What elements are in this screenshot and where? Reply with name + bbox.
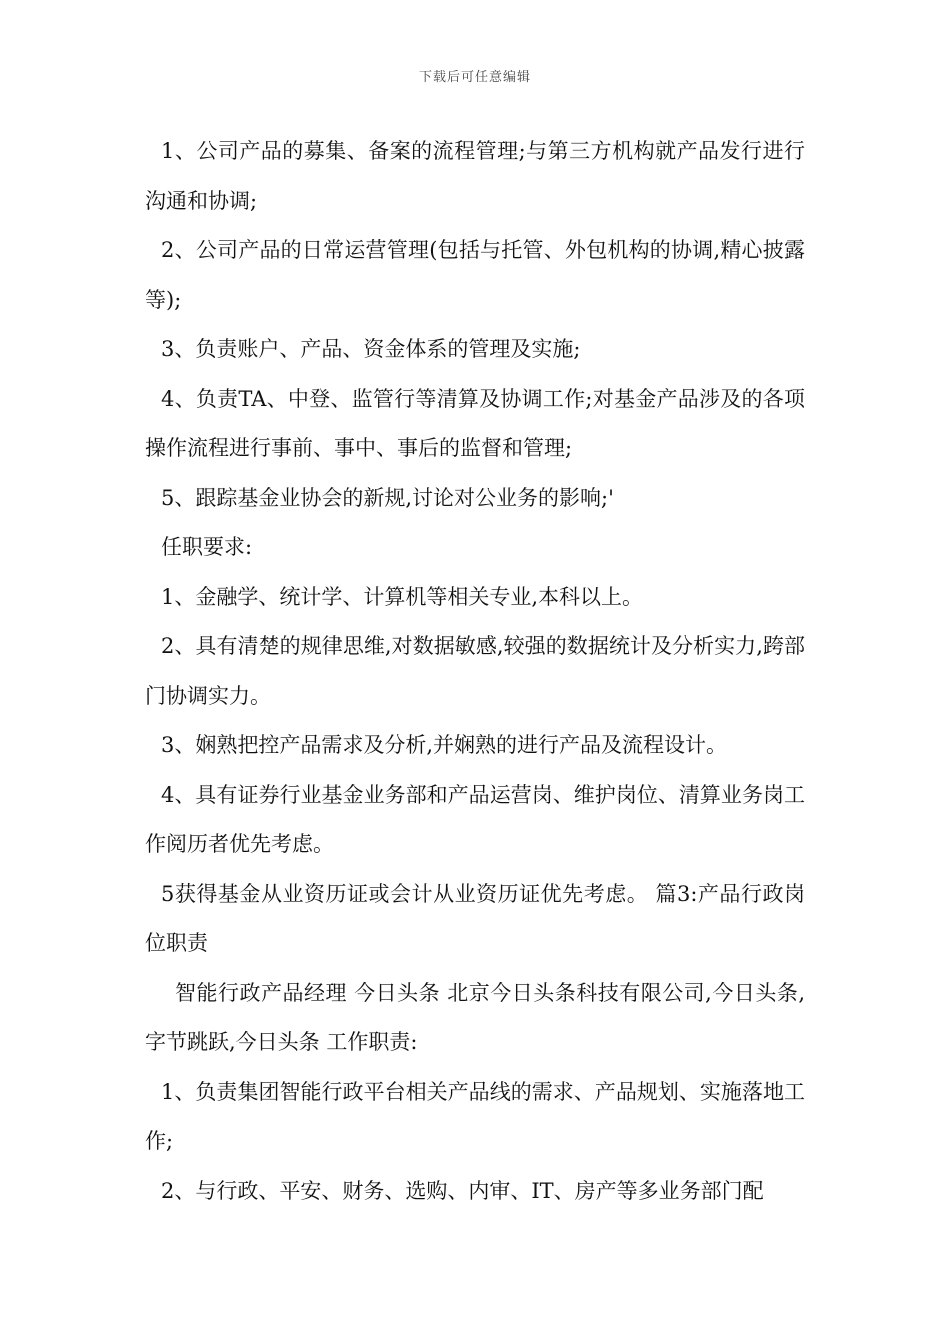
paragraph-duty-4: 4、负责TA、中登、监管行等清算及协调工作;对基金产品涉及的各项操作流程进行事前、事中、事后的监督和管理; — [145, 386, 805, 460]
page-header: 下载后可任意编辑 — [418, 70, 531, 85]
paragraph-job-intro: 智能行政产品经理 今日头条 北京今日头条科技有限公司,今日头条,字节跳跃,今日头条 工作职责: — [145, 980, 805, 1054]
document-body — [145, 127, 805, 1216]
paragraph-duty-1: 1、公司产品的募集、备案的流程管理;与第三方机构就产品发行进行沟通和协调; — [145, 139, 805, 213]
paragraph-req-2: 2、具有清楚的规律思维,对数据敏感,较强的数据统计及分析实力,跨部门协调实力。 — [145, 634, 805, 708]
paragraph-req-3: 3、娴熟把控产品需求及分析,并娴熟的进行产品及流程设计。 — [161, 733, 728, 757]
paragraph-req-5: 5获得基金从业资历证或会计从业资历证优先考虑。 篇3:产品行政岗位职责 — [145, 881, 805, 955]
paragraph-duty-5: 5、跟踪基金业协会的新规,讨论对公业务的影响;' — [161, 485, 614, 510]
paragraph-job-duty-1: 1、负责集团智能行政平台相关产品线的需求、产品规划、实施落地工作; — [145, 1079, 805, 1153]
paragraph-req-4: 4、具有证券行业基金业务部和产品运营岗、维护岗位、清算业务岗工作阅历者优先考虑。 — [145, 782, 805, 856]
paragraph-duty-3: 3、负责账户、产品、资金体系的管理及实施; — [161, 337, 581, 361]
paragraph-duty-2: 2、公司产品的日常运营管理(包括与托管、外包机构的协调,精心披露等); — [145, 238, 805, 312]
paragraph-job-duty-2: 2、与行政、平安、财务、选购、内审、IT、房产等多业务部门配 — [161, 1178, 764, 1203]
paragraph-req-1: 1、金融学、统计学、计算机等相关专业,本科以上。 — [161, 584, 644, 609]
section-heading-requirements: 任职要求: — [161, 535, 253, 559]
